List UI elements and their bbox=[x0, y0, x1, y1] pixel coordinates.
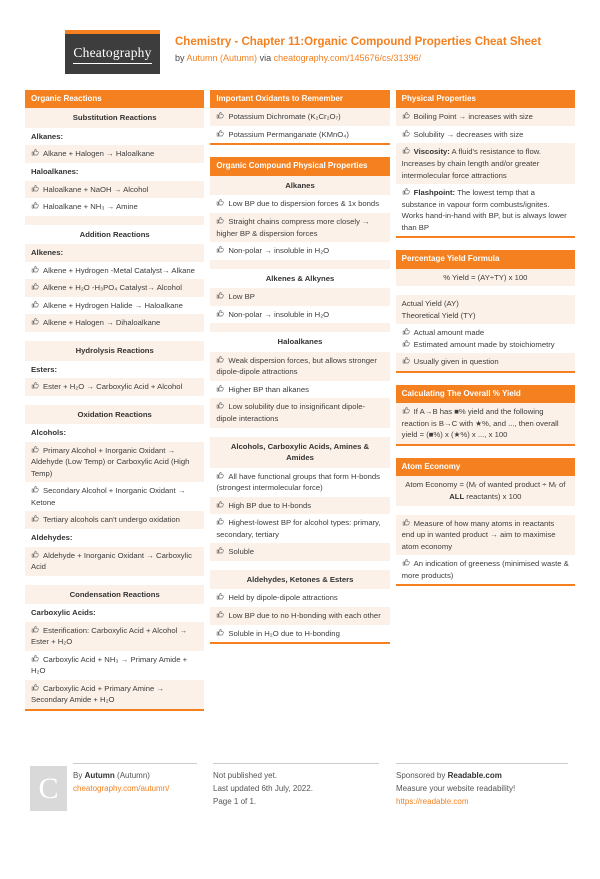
pointer-hand-icon bbox=[216, 291, 225, 300]
category-label: Alcohols: bbox=[31, 428, 67, 438]
sheet-url-link[interactable]: cheatography.com/145676/cs/31396/ bbox=[273, 53, 422, 64]
fact-item bbox=[25, 442, 204, 483]
card bbox=[210, 90, 389, 145]
fact-item-text: Alkene + Halogen → Dihaloalkane bbox=[43, 318, 161, 328]
table-row bbox=[396, 353, 575, 371]
pointer-hand-icon bbox=[402, 518, 411, 527]
table-header-row bbox=[396, 295, 575, 324]
fact-item bbox=[25, 651, 204, 680]
footer-author-name: Autumn bbox=[84, 771, 115, 780]
fact-item-text: Soluble bbox=[228, 547, 254, 557]
formula-text: % Yield = (AY÷TY) x 100 bbox=[396, 269, 575, 287]
fact-item bbox=[210, 468, 389, 497]
table-header-cell: Theoretical Yield (TY) bbox=[401, 310, 476, 320]
sheet-header bbox=[65, 30, 600, 74]
pointer-hand-icon bbox=[402, 339, 411, 348]
fact-item-text: Haloalkane + NaOH → Alcohol bbox=[43, 184, 149, 194]
pointer-hand-icon bbox=[216, 111, 225, 120]
sheet-column bbox=[210, 90, 389, 656]
card bbox=[396, 458, 575, 586]
footer-page-number: Page 1 of 1. bbox=[213, 797, 257, 807]
pointer-hand-icon bbox=[216, 384, 225, 393]
fact-item-text: Measure of how many atoms in reactants end up in wanted product → aim to maximise atom economy bbox=[401, 518, 556, 551]
fact-item-text: Boiling Point → increases with size bbox=[413, 112, 533, 122]
fact-item bbox=[25, 680, 204, 709]
pointer-hand-icon bbox=[31, 445, 40, 454]
fact-item bbox=[396, 403, 575, 444]
fact-item-text: Low BP due to no H-bonding with each other bbox=[228, 611, 381, 620]
spacer-row bbox=[396, 286, 575, 295]
category-label: Carboxylic Acids: bbox=[31, 608, 96, 618]
fact-item-text: Soluble in H₂O due to H-bonding bbox=[228, 628, 340, 638]
section-subheader: Addition Reactions bbox=[79, 229, 150, 239]
fact-item bbox=[25, 145, 204, 163]
pointer-hand-icon bbox=[216, 517, 225, 526]
fact-item-text: Low BP bbox=[228, 292, 255, 302]
fact-item-text: Carboxylic Acid + Primary Amine → Secondary Amide + H₂O bbox=[31, 683, 165, 705]
fact-item-text: Alkene + H₂O -H₃PO₄ Catalyst→ Alcohol bbox=[43, 283, 182, 293]
fact-item bbox=[396, 555, 575, 584]
sheet-column bbox=[396, 90, 575, 598]
card-title: Atom Economy bbox=[396, 458, 575, 476]
fact-item bbox=[396, 143, 575, 184]
spacer-row bbox=[25, 332, 204, 341]
pointer-hand-icon bbox=[216, 546, 225, 555]
fact-item bbox=[396, 126, 575, 144]
fact-item bbox=[25, 622, 204, 651]
pointer-hand-icon bbox=[402, 111, 411, 120]
table-cell bbox=[402, 327, 569, 339]
section-subheader: Haloalkanes bbox=[277, 337, 323, 347]
fact-item-text: Alkane + Halogen → Haloalkane bbox=[43, 149, 155, 159]
fact-item bbox=[25, 262, 204, 280]
fact-item bbox=[210, 381, 389, 399]
pointer-hand-icon bbox=[216, 628, 225, 637]
fact-item bbox=[210, 607, 389, 625]
table-cell-text: Actual amount made bbox=[413, 328, 485, 338]
pointer-hand-icon bbox=[31, 282, 40, 291]
card bbox=[210, 157, 389, 644]
pointer-hand-icon bbox=[402, 356, 411, 365]
pointer-hand-icon bbox=[31, 148, 40, 157]
footer-sponsor-link[interactable]: https://readable.com bbox=[396, 797, 469, 807]
pointer-hand-icon bbox=[402, 146, 411, 155]
header-text-block bbox=[175, 30, 541, 74]
pointer-hand-icon bbox=[31, 300, 40, 309]
table-cell-text: Usually given in question bbox=[413, 357, 499, 367]
card-title: Organic Compound Physical Properties bbox=[210, 157, 389, 175]
fact-item bbox=[396, 515, 575, 556]
card-title: Physical Properties bbox=[396, 90, 575, 108]
fact-item bbox=[25, 314, 204, 332]
pointer-hand-icon bbox=[402, 129, 411, 138]
section-subheader: Alkenes & Alkynes bbox=[265, 273, 335, 283]
footer-author-link[interactable]: cheatography.com/autumn/ bbox=[73, 784, 170, 794]
fact-item-text: Non-polar → insoluble in H₂O bbox=[228, 246, 330, 256]
fact-item-text: Low BP due to dispersion forces & 1x bonds bbox=[228, 199, 380, 209]
pointer-hand-icon bbox=[31, 625, 40, 634]
sheet-columns bbox=[25, 90, 575, 723]
fact-item bbox=[25, 279, 204, 297]
fact-item-text: Tertiary alcohols can't undergo oxidation bbox=[43, 515, 180, 525]
fact-item bbox=[210, 514, 389, 543]
footer-author-alias: (Autumn) bbox=[117, 771, 150, 780]
fact-item-text: Low solubility due to insignificant dipole-dipole interactions bbox=[216, 402, 366, 423]
footer-author-line bbox=[73, 769, 197, 782]
pointer-hand-icon bbox=[402, 187, 411, 196]
card bbox=[396, 90, 575, 238]
pointer-hand-icon bbox=[216, 198, 225, 207]
category-label: Aldehydes: bbox=[31, 532, 73, 542]
fact-item bbox=[210, 543, 389, 561]
fact-item-text: If A→B has ■% yield and the following reaction is B→C with ★%, and ..., then overall yield = (■%) x (★%) x ..., x 100 bbox=[401, 407, 559, 440]
pointer-hand-icon bbox=[402, 327, 411, 336]
footer-sponsor-line bbox=[396, 769, 568, 782]
fact-item bbox=[210, 352, 389, 381]
section-subheader: Condensation Reactions bbox=[25, 585, 204, 605]
fact-item bbox=[210, 589, 389, 607]
table-header-cell: Actual Yield (AY) bbox=[401, 299, 459, 309]
footer-sponsor-block bbox=[396, 763, 568, 809]
fact-item-text: Potassium Dichromate (K₂Cr₂O₇) bbox=[228, 112, 341, 122]
footer-author-block bbox=[73, 763, 197, 795]
card-title: Important Oxidants to Remember bbox=[210, 90, 389, 108]
pointer-hand-icon bbox=[31, 201, 40, 210]
card-title: Calculating The Overall % Yield bbox=[396, 385, 575, 403]
fact-item-text: An indication of greeness (minimised waste & more products) bbox=[401, 559, 569, 580]
spacer-row bbox=[25, 216, 204, 225]
pointer-hand-icon bbox=[216, 500, 225, 509]
footer-logo bbox=[30, 766, 67, 811]
card bbox=[396, 250, 575, 373]
footer-status: Not published yet. bbox=[213, 771, 278, 780]
table-cell bbox=[402, 356, 569, 368]
card bbox=[396, 385, 575, 446]
footer-updated: Last updated 6th July, 2022. bbox=[213, 784, 313, 794]
fact-item-text: Potassium Permanganate (KMnO₄) bbox=[228, 129, 349, 139]
footer-logo-letter: C bbox=[38, 771, 59, 805]
fact-item-text: Primary Alcohol + Inorganic Oxidant → Aldehyde (Low Temp) or Carboxylic Acid (High Temp) bbox=[31, 445, 190, 478]
category-label: Esters: bbox=[31, 364, 58, 374]
pointer-hand-icon bbox=[31, 485, 40, 494]
section-subheader: Aldehydes, Ketones & Esters bbox=[210, 570, 389, 590]
section-subheader: Oxidation Reactions bbox=[25, 405, 204, 425]
card-title: Organic Reactions bbox=[25, 90, 204, 108]
byline-by-text: by bbox=[175, 53, 185, 64]
pointer-hand-icon bbox=[216, 355, 225, 364]
pointer-hand-icon bbox=[31, 317, 40, 326]
pointer-hand-icon bbox=[31, 184, 40, 193]
fact-item-text: Weak dispersion forces, but allows stronger dipole-dipole attractions bbox=[216, 355, 377, 377]
pointer-hand-icon bbox=[216, 216, 225, 225]
pointer-hand-icon bbox=[216, 610, 225, 619]
section-subheader: Substitution Reactions bbox=[25, 108, 204, 128]
fact-item-text: Higher BP than alkanes bbox=[228, 384, 309, 394]
cheatography-logo[interactable] bbox=[65, 30, 160, 74]
pointer-hand-icon bbox=[402, 406, 411, 415]
fact-item bbox=[25, 378, 204, 396]
formula-text: Atom Economy = (Mᵣ of wanted product ÷ Mᵣ of ALL reactants) x 100 bbox=[396, 476, 575, 505]
table-row bbox=[396, 324, 575, 353]
footer-meta-block bbox=[213, 763, 379, 809]
fact-item bbox=[25, 482, 204, 511]
fact-item-text: Viscosity: A fluid's resistance to flow. Increases by chain length and/or greater intermolecular force attractions bbox=[401, 147, 542, 180]
fact-item-text: Secondary Alcohol + Inorganic Oxidant → Ketone bbox=[31, 486, 186, 507]
card-title: Percentage Yield Formula bbox=[396, 250, 575, 268]
footer-sponsor-prefix: Sponsored by bbox=[396, 771, 446, 780]
page-title: Chemistry - Chapter 11:Organic Compound Properties Cheat Sheet bbox=[175, 36, 542, 48]
author-link[interactable]: Autumn (Autumn) bbox=[186, 53, 258, 64]
fact-item-text: Highest-lowest BP for alcohol types: primary, secondary, tertiary bbox=[216, 518, 381, 539]
category-label: Haloalkanes: bbox=[31, 167, 79, 177]
pointer-hand-icon bbox=[216, 471, 225, 480]
spacer-row bbox=[210, 323, 389, 332]
fact-item-text: Alkene + Hydrogen -Metal Catalyst→ Alkane bbox=[43, 265, 195, 275]
pointer-hand-icon bbox=[31, 514, 40, 523]
spacer-row bbox=[25, 576, 204, 585]
fact-item bbox=[210, 306, 389, 324]
pointer-hand-icon bbox=[31, 683, 40, 692]
section-subheader: Alcohols, Carboxylic Acids, Amines & Amides bbox=[210, 437, 389, 468]
pointer-hand-icon bbox=[402, 558, 411, 567]
fact-item-text: High BP due to H-bonds bbox=[228, 500, 312, 510]
card bbox=[25, 90, 204, 711]
fact-item-text: Solubility → decreases with size bbox=[413, 129, 524, 139]
footer-sponsor-tagline: Measure your website readability! bbox=[396, 784, 516, 794]
section-subheader: Alkanes bbox=[210, 176, 389, 196]
pointer-hand-icon bbox=[31, 381, 40, 390]
spacer-row bbox=[396, 506, 575, 515]
spacer-row bbox=[210, 260, 389, 269]
fact-item bbox=[25, 181, 204, 199]
spacer-row bbox=[210, 561, 389, 570]
fact-item-text: All have functional groups that form H-bonds (strongest intermolecular force) bbox=[216, 471, 381, 493]
fact-item bbox=[210, 126, 389, 144]
pointer-hand-icon bbox=[31, 265, 40, 274]
byline-via-text: via bbox=[259, 53, 272, 64]
byline bbox=[175, 53, 541, 63]
fact-item bbox=[210, 398, 389, 427]
fact-item bbox=[210, 213, 389, 242]
fact-item bbox=[396, 184, 575, 236]
pointer-hand-icon bbox=[216, 592, 225, 601]
fact-item-text: Haloalkane + NH₃ → Amine bbox=[43, 202, 138, 212]
fact-item-text: Aldehyde + Inorganic Oxidant → Carboxylic Acid bbox=[31, 550, 192, 572]
sheet-column bbox=[25, 90, 204, 723]
fact-item bbox=[25, 511, 204, 529]
fact-item-text: Straight chains compress more closely → higher BP & dispersion forces bbox=[216, 216, 370, 238]
fact-item bbox=[210, 242, 389, 260]
spacer-row bbox=[25, 396, 204, 405]
fact-item bbox=[210, 108, 389, 126]
fact-item-text: Esterification: Carboxylic Acid + Alcohol → Ester + H₂O bbox=[31, 625, 188, 647]
pointer-hand-icon bbox=[216, 401, 225, 410]
fact-item bbox=[25, 547, 204, 576]
fact-item bbox=[210, 195, 389, 213]
table-cell-text: Estimated amount made by stoichiometry bbox=[413, 339, 555, 349]
fact-item-text: Flashpoint: The lowest temp that a substance in vapour form combusts/ignites. Works hand-in-hand with BP, but is always lower than BP bbox=[401, 188, 567, 232]
fact-item bbox=[25, 198, 204, 216]
footer-by-text: By bbox=[73, 771, 83, 780]
section-subheader: Hydrolysis Reactions bbox=[25, 341, 204, 361]
fact-item-text: Carboxylic Acid + NH₃ → Primary Amide + H₂O bbox=[31, 654, 188, 676]
fact-item bbox=[396, 108, 575, 126]
fact-item bbox=[210, 497, 389, 515]
fact-item-text: Non-polar → insoluble in H₂O bbox=[228, 309, 330, 319]
fact-item bbox=[25, 297, 204, 315]
spacer-row bbox=[210, 428, 389, 437]
fact-item bbox=[210, 288, 389, 306]
fact-item-text: Alkene + Hydrogen Halide → Haloalkane bbox=[43, 300, 183, 310]
table-cell bbox=[402, 339, 569, 351]
fact-item bbox=[210, 625, 389, 643]
category-label: Alkanes: bbox=[31, 131, 64, 141]
sheet-footer bbox=[0, 763, 600, 853]
category-label: Alkenes: bbox=[25, 244, 204, 262]
cheatography-logo-text: Cheatography bbox=[73, 45, 151, 64]
fact-item-text: Ester + H₂O → Carboxylic Acid + Alcohol bbox=[43, 382, 183, 392]
pointer-hand-icon bbox=[31, 550, 40, 559]
cheat-sheet-page bbox=[0, 30, 600, 879]
pointer-hand-icon bbox=[216, 245, 225, 254]
fact-item-text: Held by dipole-dipole attractions bbox=[228, 593, 338, 603]
footer-sponsor-name: Readable.com bbox=[447, 771, 502, 780]
pointer-hand-icon bbox=[31, 654, 40, 663]
pointer-hand-icon bbox=[216, 129, 225, 138]
pointer-hand-icon bbox=[216, 309, 225, 318]
